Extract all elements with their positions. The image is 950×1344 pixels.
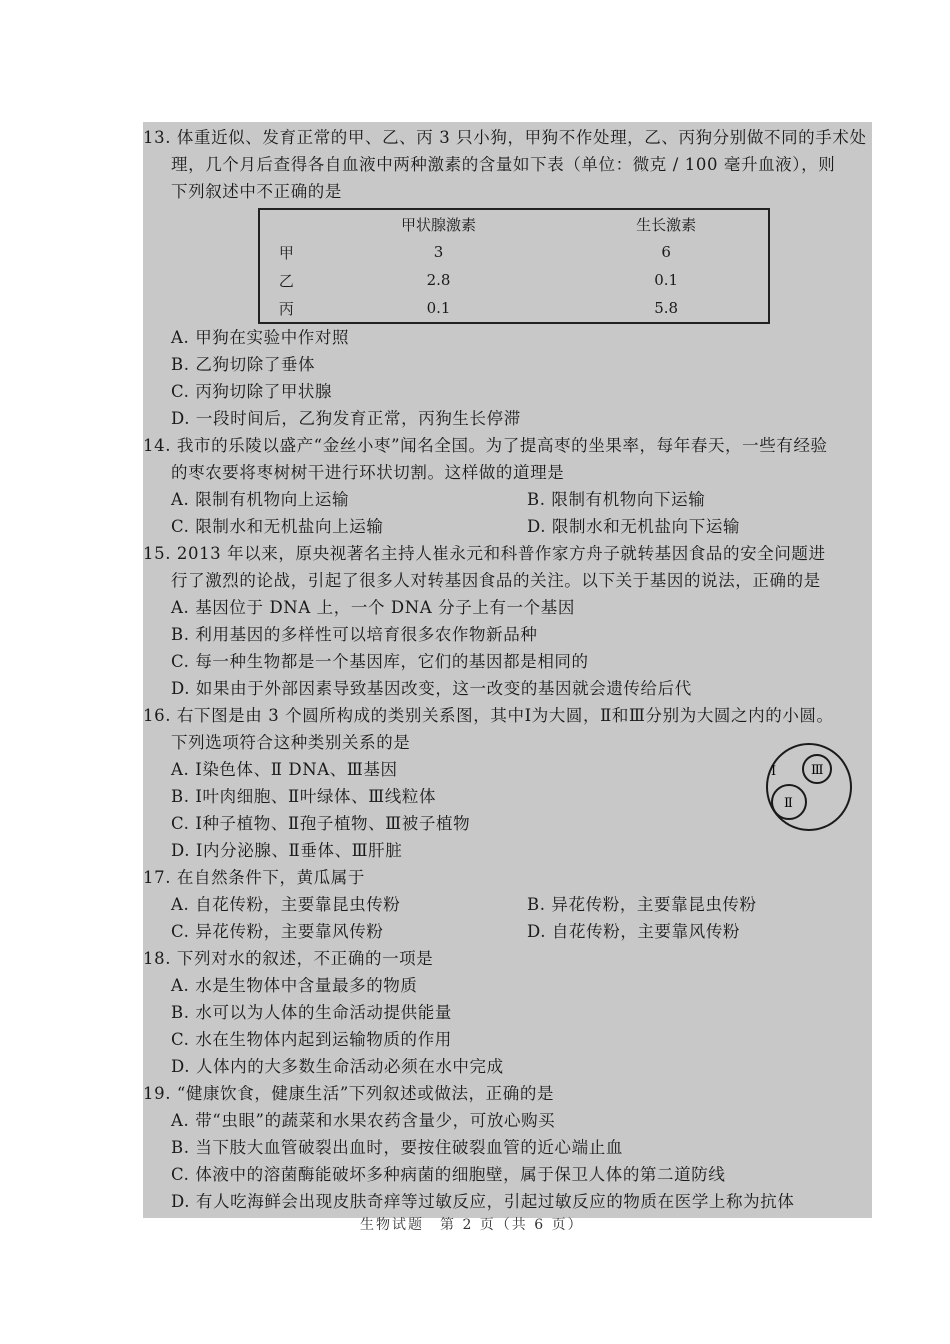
q17-option-a: A. 自花传粉，主要靠昆虫传粉 [171,895,401,914]
q19-stem: 19. “健康饮食，健康生活”下列叙述或做法，正确的是 [143,1084,555,1103]
q14-option-c: C. 限制水和无机盐向上运输 [171,517,384,536]
q18-stem: 18. 下列对水的叙述，不正确的一项是 [143,949,434,968]
q14-stem-line1: 14. 我市的乐陵以盛产“金丝小枣”闻名全国。为了提高枣的坐果率，每年春天，一些有经验 [143,436,828,455]
table-cell: 甲 [278,243,294,262]
table-cell: 6 [661,243,671,261]
q16-stem-line2: 下列选项符合这种类别关系的是 [171,733,411,752]
table-cell: 2.8 [426,271,451,289]
q16-option-a: A. Ⅰ染色体、Ⅱ DNA、Ⅲ基因 [171,760,398,779]
q15-option-d: D. 如果由于外部因素导致基因改变，这一改变的基因就会遗传给后代 [171,679,692,698]
table-cell: 乙 [278,271,294,290]
q13-option-d: D. 一段时间后，乙狗发育正常，丙狗生长停滞 [171,409,521,428]
q15-option-c: C. 每一种生物都是一个基因库，它们的基因都是相同的 [171,652,589,671]
q19-option-a: A. 带“虫眼”的蔬菜和水果农药含量少，可放心购买 [171,1111,556,1130]
q17-option-c: C. 异花传粉，主要靠风传粉 [171,922,384,941]
venn-label-i: Ⅰ [771,764,777,779]
q19-option-b: B. 当下肢大血管破裂出血时，要按住破裂血管的近心端止血 [171,1138,623,1157]
page-footer: 生物试题 第 2 页（共 6 页） [360,1217,584,1233]
q18-option-b: B. 水可以为人体的生命活动提供能量 [171,1003,452,1022]
q15-option-a: A. 基因位于 DNA 上，一个 DNA 分子上有一个基因 [171,598,575,617]
hormone-table [258,208,770,324]
q15-stem-line1: 15. 2013 年以来，原央视著名主持人崔永元和科普作家方舟子就转基因食品的安全问题进 [143,544,826,563]
q18-option-a: A. 水是生物体中含量最多的物质 [171,976,418,995]
q14-option-d: D. 限制水和无机盐向下运输 [527,517,741,536]
venn-diagram [765,742,855,834]
table-row [259,294,769,323]
table-cell: 0.1 [654,271,679,289]
q13-option-a: A. 甲狗在实验中作对照 [171,328,350,347]
q17-option-b: B. 异花传粉，主要靠昆虫传粉 [527,895,757,914]
q17-option-d: D. 自花传粉，主要靠风传粉 [527,922,741,941]
table-cell: 5.8 [654,299,679,317]
table-row [259,238,769,266]
q16-option-d: D. Ⅰ内分泌腺、Ⅱ垂体、Ⅲ肝脏 [171,841,403,860]
table-cell: 3 [433,243,444,261]
table-header-cell [259,209,313,238]
q18-option-d: D. 人体内的大多数生命活动必须在水中完成 [171,1057,504,1076]
q16-option-b: B. Ⅰ叶肉细胞、Ⅱ叶绿体、Ⅲ线粒体 [171,787,437,806]
q17-stem: 17. 在自然条件下，黄瓜属于 [143,868,365,887]
table-cell: 0.1 [426,299,451,317]
q13-option-b: B. 乙狗切除了垂体 [171,355,316,374]
q16-stem-line1: 16. 右下图是由 3 个圆所构成的类别关系图，其中Ⅰ为大圆，Ⅱ和Ⅲ分别为大圆之内的小圆。 [143,706,834,725]
q14-stem-line2: 的枣农要将枣树树干进行环状切割。这样做的道理是 [171,463,565,482]
q14-option-a: A. 限制有机物向上运输 [171,490,350,509]
table-row [259,266,769,294]
q13-stem-line2: 理，几个月后查得各自血液中两种激素的含量如下表（单位：微克 / 100 毫升血液），则 [171,155,836,174]
venn-label-iii: Ⅲ [811,763,824,778]
q14-option-b: B. 限制有机物向下运输 [527,490,706,509]
q13-stem-line1: 13. 体重近似、发育正常的甲、乙、丙 3 只小狗，甲狗不作处理，乙、丙狗分别做不同的手术处 [143,128,867,147]
venn-label-ii: Ⅱ [784,796,793,811]
q13-stem-line3: 下列叙述中不正确的是 [171,182,342,201]
q19-option-d: D. 有人吃海鲜会出现皮肤奇痒等过敏反应，引起过敏反应的物质在医学上称为抗体 [171,1192,795,1211]
q19-option-c: C. 体液中的溶菌酶能破坏多种病菌的细胞壁，属于保卫人体的第二道防线 [171,1165,726,1184]
table-cell: 丙 [278,299,294,318]
q15-stem-line2: 行了激烈的论战，引起了很多人对转基因食品的关注。以下关于基因的说法，正确的是 [171,571,821,590]
q15-option-b: B. 利用基因的多样性可以培育很多农作物新品种 [171,625,538,644]
q18-option-c: C. 水在生物体内起到运输物质的作用 [171,1030,452,1049]
q13-option-c: C. 丙狗切除了甲状腺 [171,382,333,401]
q16-option-c: C. Ⅰ种子植物、Ⅱ孢子植物、Ⅲ被子植物 [171,814,471,833]
table-header-cell: 甲状腺激素 [401,215,477,234]
table-header-row [259,209,769,238]
table-header-cell: 生长激素 [636,215,697,234]
